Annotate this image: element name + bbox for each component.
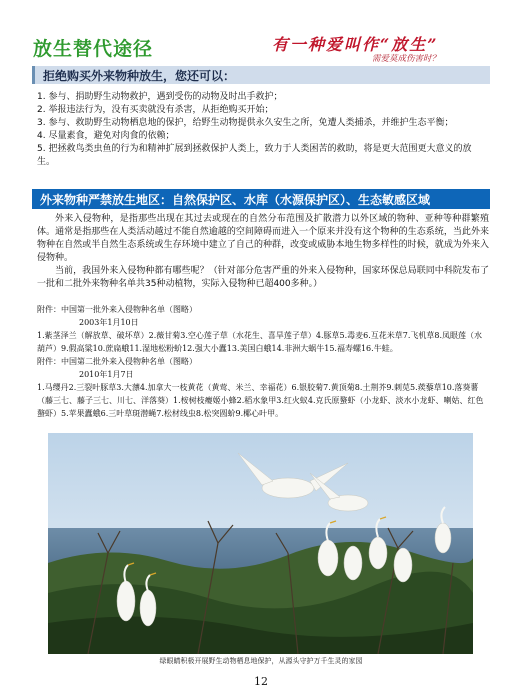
appendix-list-1	[37, 303, 489, 355]
page-title: 放生替代途径	[33, 38, 154, 60]
section2-body	[37, 213, 489, 291]
photo-caption: 绿眼睛积极开展野生动物栖息地保护，从源头守护万千生灵的家园	[159, 657, 363, 665]
section2-heading: 外来物种严禁放生地区：自然保护区、水库（水源保护区）、生态敏感区域	[40, 193, 431, 207]
header	[0, 0, 522, 64]
page-number: 12	[254, 675, 268, 688]
section1-heading-bar	[32, 66, 490, 84]
list-item: 3. 参与、救助野生动物栖息地的保护，给野生动物提供永久安生之所，免遭人类捕杀，并维护生态平衡；	[37, 118, 454, 128]
alternative-actions-list	[37, 91, 489, 169]
section1-heading: 拒绝购买外来物种放生，您还可以：	[43, 69, 236, 83]
list-item: 5. 把拯救鸟类虫鱼的行为和精神扩展到拯救保护人类上，致力于人类困苦的救助，将是更大范围更大意义的放生。	[37, 144, 472, 167]
paragraph: 当前，我国外来入侵物种都有哪些呢？（针对部分危害严重的外来入侵物种，国家环保总局联同中科院发布了一批和二批外来物种名单共35种动植物，实际入侵物种已超400多种。）	[37, 266, 489, 289]
list-item: 4. 尽量素食，避免对肉食的依赖；	[37, 131, 175, 141]
slogan-subtitle: 需爱莫成伤害时？	[372, 54, 441, 64]
list-item: 2. 举报违法行为，没有买卖就没有杀害，从拒绝购买开始；	[37, 105, 274, 115]
appendix-date: 2010年1月7日	[79, 370, 134, 379]
appendix-content: 1.紫茎泽兰（解放草、破坏草）2.薇甘菊3.空心莲子草（水花生、喜旱莲子草）4.豚草5.毒麦6.互花米草7.飞机草8.凤眼莲（水葫芦）9.假高粱10.蔗扁蛾11.湿地松粉蚧12.强大小蠹13.美国白蛾14.非洲大蜗牛15.福寿螺16.牛蛙。	[37, 331, 483, 353]
appendix-list-2	[37, 355, 489, 420]
appendix-content: 1.马缨丹2.三裂叶豚草3.大薸4.加拿大一枝黄花（黄莺、米兰、幸福花）6.银胶菊7.黄顶菊8.土荆芥9.刺苋5.蒺藜草10.落葵薯（藤三七、藤子三七、川七、洋落葵）1.桉树枝瘿姬小蜂2.稻水象甲3.红火蚁4.克氏原螯虾（小龙虾、淡水小龙虾、喇姑、红色螯虾）5.苹果蠹蛾6.三叶草斑潜蝇7.松材线虫8.松突圆蚧9.椰心叶甲。	[37, 383, 484, 418]
slogan: 有一种爱叫作“放生”	[272, 35, 439, 54]
egrets-photo	[48, 433, 473, 654]
paragraph: 外来入侵物种，是指那些出现在其过去或现在的自然分布范围及扩散潜力以外区域的物种、亚种等种群繁殖体。通常是指那些在人类活动越过不能自然逾越的空间障碍而进入一个原来并没有这个物种的生态系统，当此外来物种在自然或半自然生态系统或生存环境中建立了自己的种群，改变或威胁本地生物多样性的时候，就成为外来入侵物种。	[37, 214, 489, 263]
list-item: 1. 参与、捐助野生动物救护，遇到受伤的动物及时出手救护；	[37, 92, 283, 102]
appendix-title: 附件：中国第二批外来入侵物种名单（图略）	[37, 357, 197, 366]
appendix-date: 2003年1月10日	[79, 318, 139, 327]
appendix-title: 附件：中国第一批外来入侵物种名单（图略）	[37, 305, 197, 314]
section2-heading-bar	[32, 189, 490, 209]
egrets-illustration	[48, 433, 473, 654]
